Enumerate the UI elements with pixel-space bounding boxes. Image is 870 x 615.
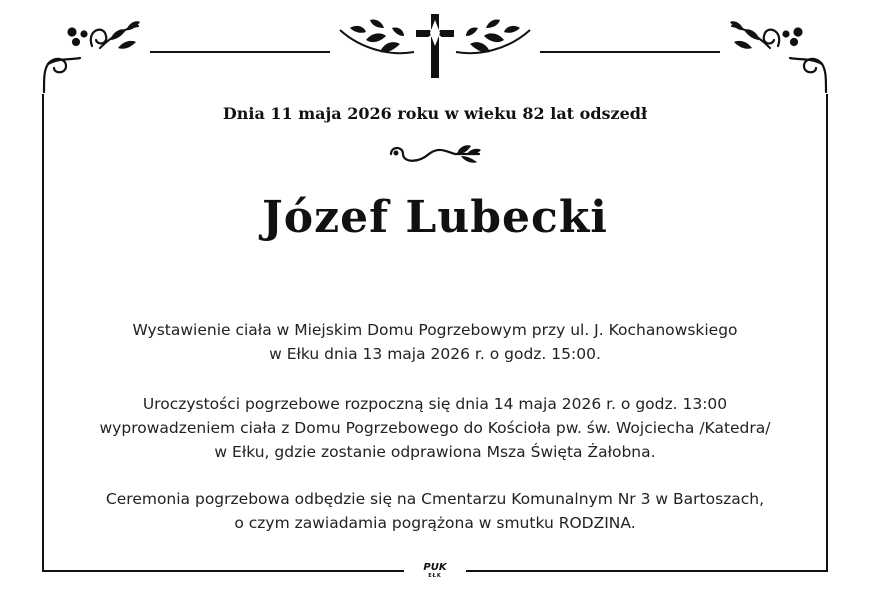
top-ornament — [0, 0, 870, 100]
text-line: w Ełku dnia 13 maja 2026 r. o godz. 15:00. — [269, 345, 601, 363]
text-line: w Ełku, gdzie zostanie odprawiona Msza Święta Żałobna. — [214, 443, 656, 461]
text-line: Uroczystości pogrzebowe rozpoczną się dnia 14 maja 2026 r. o godz. 13:00 — [142, 395, 728, 413]
death-announcement-headline: Dnia 11 maja 2026 roku w wieku 82 lat odszedł — [222, 104, 648, 123]
deceased-name: Józef Lubecki — [261, 192, 609, 243]
cross-icon — [416, 14, 454, 78]
text-line: Wystawienie ciała w Miejskim Domu Pogrzebowym przy ul. J. Kochanowskiego — [132, 321, 738, 339]
text-line: o czym zawiadamia pogrążona w smutku RODZINA. — [234, 514, 636, 532]
text-line: Ceremonia pogrzebowa odbędzie się na Cmentarzu Komunalnym Nr 3 w Bartoszach, — [105, 490, 765, 508]
viewing-paragraph — [40, 318, 830, 366]
corner-swirl-icon — [44, 26, 138, 92]
logo-main: PUK — [423, 562, 447, 573]
burial-paragraph — [40, 487, 830, 535]
puk-logo — [418, 563, 452, 579]
logo-sub: EŁK — [428, 573, 442, 579]
ceremony-paragraph — [40, 392, 830, 464]
text-line: wyprowadzeniem ciała z Domu Pogrzebowego do Kościoła pw. św. Wojciecha /Katedra/ — [99, 419, 771, 437]
vine-divider-icon — [383, 140, 487, 168]
